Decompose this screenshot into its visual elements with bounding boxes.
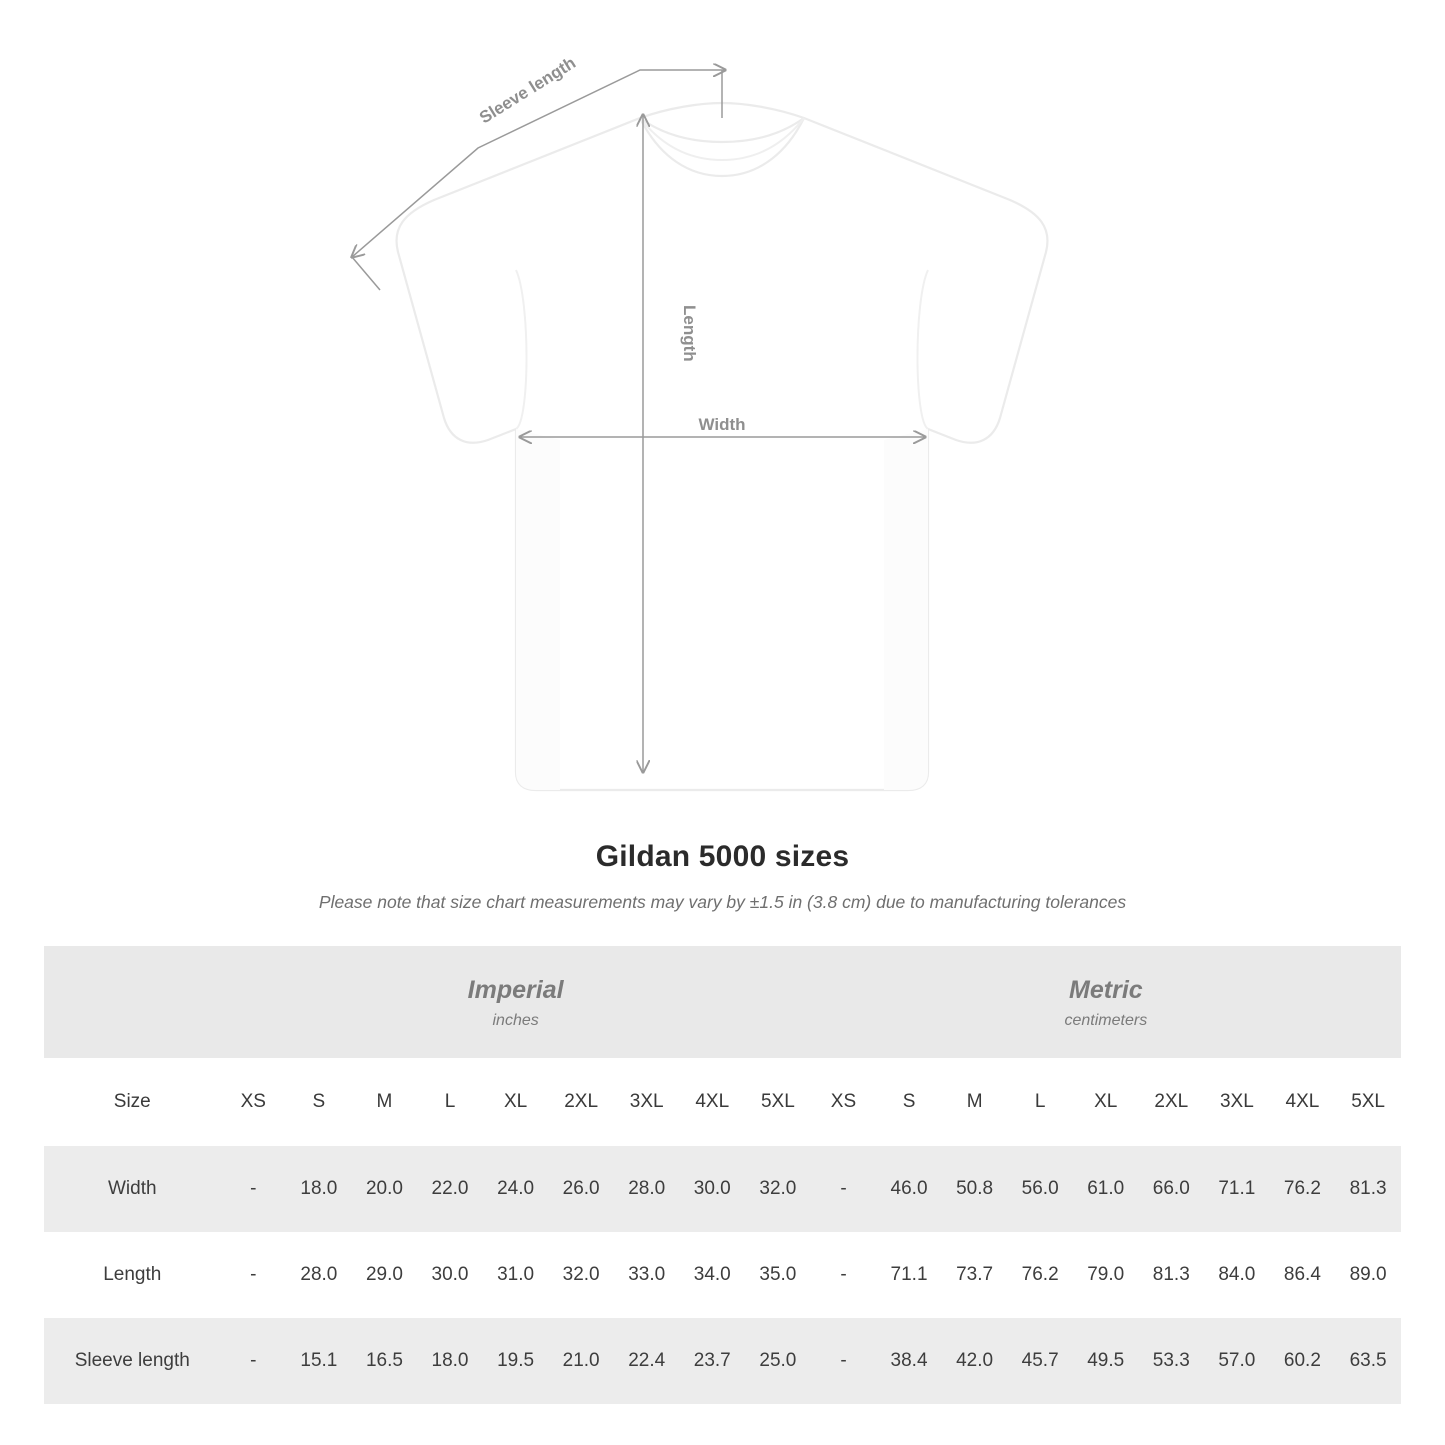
header-metric-3xl: 3XL (1204, 1058, 1270, 1146)
cell-length-imperial-3xl: 33.0 (614, 1232, 680, 1318)
cell-sleeve-imperial-s: 15.1 (286, 1318, 352, 1404)
cell-sleeve-metric-3xl: 57.0 (1204, 1318, 1270, 1404)
cell-length-imperial-xs: - (221, 1232, 287, 1318)
cell-length-metric-xs: - (811, 1232, 877, 1318)
cell-width-imperial-xs: - (221, 1146, 287, 1232)
header-metric-m: M (942, 1058, 1008, 1146)
length-label: Length (680, 305, 699, 362)
table-row (44, 1146, 1401, 1232)
table-row (44, 1318, 1401, 1404)
unit-header-spacer (44, 946, 221, 1058)
cell-sleeve-imperial-m: 16.5 (352, 1318, 418, 1404)
cell-length-metric-l: 76.2 (1007, 1232, 1073, 1318)
cell-length-imperial-4xl: 34.0 (679, 1232, 745, 1318)
cell-width-metric-3xl: 71.1 (1204, 1146, 1270, 1232)
header-metric-5xl: 5XL (1335, 1058, 1401, 1146)
header-metric-s: S (876, 1058, 942, 1146)
cell-width-imperial-5xl: 32.0 (745, 1146, 811, 1232)
header-imperial-3xl: 3XL (614, 1058, 680, 1146)
sleeve-length-label: Sleeve length (476, 53, 580, 128)
header-metric-xs: XS (811, 1058, 877, 1146)
unit-group-metric (811, 946, 1401, 1058)
header-metric-l: L (1007, 1058, 1073, 1146)
unit-header-row (44, 946, 1401, 1058)
unit-imperial-sub: inches (492, 1011, 539, 1029)
cell-sleeve-metric-xs: - (811, 1318, 877, 1404)
cell-width-metric-2xl: 66.0 (1139, 1146, 1205, 1232)
cell-sleeve-imperial-5xl: 25.0 (745, 1318, 811, 1404)
unit-group-imperial (221, 946, 811, 1058)
width-label: Width (698, 415, 746, 434)
cell-width-imperial-3xl: 28.0 (614, 1146, 680, 1232)
cell-length-imperial-m: 29.0 (352, 1232, 418, 1318)
cell-width-metric-4xl: 76.2 (1270, 1146, 1336, 1232)
cell-sleeve-metric-4xl: 60.2 (1270, 1318, 1336, 1404)
cell-width-imperial-2xl: 26.0 (548, 1146, 614, 1232)
header-size: Size (44, 1058, 221, 1146)
measurement-note: Please note that size chart measurements may vary by ±1.5 in (3.8 cm) due to manufacturing tolerances (318, 892, 1127, 912)
header-imperial-5xl: 5XL (745, 1058, 811, 1146)
cell-width-imperial-m: 20.0 (352, 1146, 418, 1232)
unit-imperial-name: Imperial (467, 975, 564, 1004)
title-block (0, 840, 1445, 913)
cell-sleeve-metric-m: 42.0 (942, 1318, 1008, 1404)
cell-width-metric-l: 56.0 (1007, 1146, 1073, 1232)
header-imperial-m: M (352, 1058, 418, 1146)
cell-width-imperial-s: 18.0 (286, 1146, 352, 1232)
table-row (44, 1232, 1401, 1318)
cell-sleeve-metric-l: 45.7 (1007, 1318, 1073, 1404)
header-metric-2xl: 2XL (1139, 1058, 1205, 1146)
cell-length-metric-3xl: 84.0 (1204, 1232, 1270, 1318)
cell-length-imperial-5xl: 35.0 (745, 1232, 811, 1318)
cell-length-imperial-l: 30.0 (417, 1232, 483, 1318)
cell-sleeve-imperial-l: 18.0 (417, 1318, 483, 1404)
header-imperial-l: L (417, 1058, 483, 1146)
cell-width-metric-xs: - (811, 1146, 877, 1232)
cell-length-metric-2xl: 81.3 (1139, 1232, 1205, 1318)
cell-width-metric-m: 50.8 (942, 1146, 1008, 1232)
cell-width-metric-xl: 61.0 (1073, 1146, 1139, 1232)
header-imperial-s: S (286, 1058, 352, 1146)
unit-metric-sub: centimeters (1064, 1011, 1148, 1029)
unit-metric-name: Metric (1069, 975, 1143, 1004)
cell-width-imperial-l: 22.0 (417, 1146, 483, 1232)
header-imperial-xs: XS (221, 1058, 287, 1146)
size-table-wrapper (44, 946, 1401, 1404)
cell-length-imperial-s: 28.0 (286, 1232, 352, 1318)
row-label-sleeve-length: Sleeve length (44, 1318, 221, 1404)
cell-width-metric-s: 46.0 (876, 1146, 942, 1232)
header-imperial-2xl: 2XL (548, 1058, 614, 1146)
page-title: Gildan 5000 sizes (595, 840, 850, 873)
cell-width-imperial-xl: 24.0 (483, 1146, 549, 1232)
cell-sleeve-imperial-2xl: 21.0 (548, 1318, 614, 1404)
cell-sleeve-metric-xl: 49.5 (1073, 1318, 1139, 1404)
header-metric-xl: XL (1073, 1058, 1139, 1146)
cell-sleeve-imperial-xs: - (221, 1318, 287, 1404)
tshirt-shape (397, 103, 1048, 790)
header-metric-4xl: 4XL (1270, 1058, 1336, 1146)
cell-sleeve-imperial-xl: 19.5 (483, 1318, 549, 1404)
cell-length-imperial-2xl: 32.0 (548, 1232, 614, 1318)
row-label-length: Length (44, 1232, 221, 1318)
cell-sleeve-metric-2xl: 53.3 (1139, 1318, 1205, 1404)
cell-width-metric-5xl: 81.3 (1335, 1146, 1401, 1232)
cell-length-metric-s: 71.1 (876, 1232, 942, 1318)
cell-length-metric-5xl: 89.0 (1335, 1232, 1401, 1318)
cell-length-imperial-xl: 31.0 (483, 1232, 549, 1318)
cell-sleeve-metric-s: 38.4 (876, 1318, 942, 1404)
cell-length-metric-xl: 79.0 (1073, 1232, 1139, 1318)
header-imperial-4xl: 4XL (679, 1058, 745, 1146)
header-imperial-xl: XL (483, 1058, 549, 1146)
size-table (44, 946, 1401, 1404)
size-header-row (44, 1058, 1401, 1146)
cell-width-imperial-4xl: 30.0 (679, 1146, 745, 1232)
cell-sleeve-imperial-4xl: 23.7 (679, 1318, 745, 1404)
cell-sleeve-imperial-3xl: 22.4 (614, 1318, 680, 1404)
cell-length-metric-m: 73.7 (942, 1232, 1008, 1318)
cell-length-metric-4xl: 86.4 (1270, 1232, 1336, 1318)
row-label-width: Width (44, 1146, 221, 1232)
cell-sleeve-metric-5xl: 63.5 (1335, 1318, 1401, 1404)
